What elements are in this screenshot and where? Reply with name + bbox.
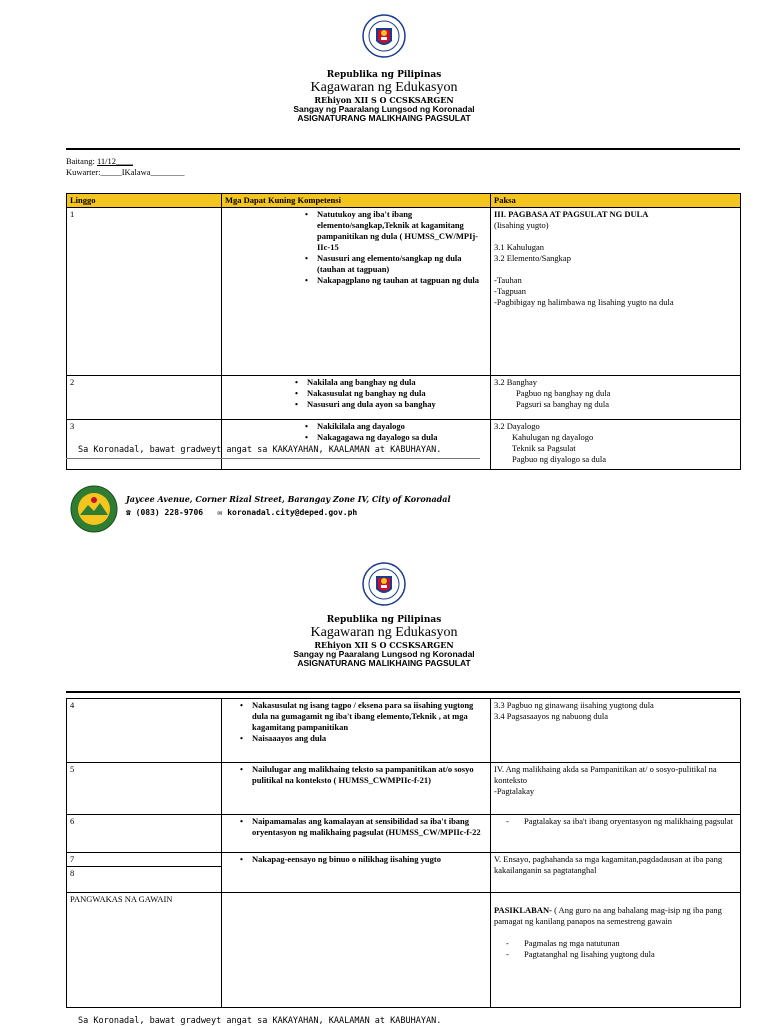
header-rule bbox=[66, 148, 740, 150]
table-header-row bbox=[67, 194, 741, 208]
topic-line: 3.3 Pagbuo ng ginawang iisahing yugtong dula bbox=[494, 700, 654, 710]
grade-line bbox=[66, 156, 133, 167]
topic-line: Pagbuo ng banghay ng dula bbox=[516, 388, 611, 398]
koronadal-city-seal-logo bbox=[70, 485, 118, 533]
competency-item: • Nakasusulat ng isang tagpo / eksena para sa iisahing yugtong dula na gumagamit ng iba't ibang elemento,Teknik , at mga kagamitang pampanitikan bbox=[240, 700, 487, 733]
competency-item: • Naisaaayos ang dula bbox=[240, 733, 487, 744]
topic-cell bbox=[491, 893, 741, 1008]
region-line: REhiyon XII S O CCSKSARGEN bbox=[314, 94, 454, 105]
topic-cell bbox=[491, 763, 741, 815]
table-row bbox=[67, 208, 741, 376]
week-cell: 6 bbox=[67, 815, 222, 853]
table-row bbox=[67, 815, 741, 853]
competency-cell bbox=[222, 699, 491, 763]
competency-item: • Nasusuri ang elemento/sangkap ng dula (tauhan at tagpuan) bbox=[305, 253, 487, 275]
deped-seal-logo bbox=[362, 14, 406, 58]
competency-item: • Natutukoy ang iba't ibang elemento/sangkap,Teknik at kagamitang pampanitikan ng dula ( HUMSS_CW/MPIj-IIc-15 bbox=[305, 209, 487, 253]
week-cell: 2 bbox=[67, 376, 222, 420]
footer-motto: Sa Koronadal, bawat gradweyt angat sa KAKAYAHAN, KAALAMAN at KABUHAYAN. bbox=[78, 445, 442, 455]
topic-line: Pagsuri sa banghay ng dula bbox=[516, 399, 610, 409]
topic-dash-item: - Pagtalakay sa iba't ibang oryentasyon ng malikhaing pagsulat bbox=[506, 816, 737, 827]
topic-text: ( Ang guro na ang bahalang mag-isip ng iba pang pamagat ng kanilang panapos na semestreng gawain bbox=[494, 905, 722, 926]
document-header bbox=[0, 615, 768, 669]
topic-line: 3.2 Banghay bbox=[494, 377, 537, 387]
grade-label: Baitang: bbox=[66, 156, 97, 166]
quarter-line bbox=[66, 167, 185, 178]
grade-value: 11/12____ bbox=[96, 156, 133, 166]
topic-cell bbox=[491, 420, 741, 470]
competency-cell bbox=[222, 376, 491, 420]
week-cell: PANGWAKAS NA GAWAIN bbox=[67, 893, 222, 1008]
deped-seal-logo bbox=[362, 562, 406, 606]
table-row bbox=[67, 376, 741, 420]
competency-table-page2 bbox=[66, 698, 741, 1008]
republic-line: Republika ng Pilipinas bbox=[326, 70, 442, 80]
topic-line: V. Ensayo, paghahanda sa mga kagamitan,pagdadausan at iba pang kakailanganin sa pagtatanghal bbox=[494, 854, 723, 875]
quarter-label: Kuwarter: bbox=[66, 167, 101, 177]
document-header bbox=[0, 70, 768, 124]
footer-address: Jaycee Avenue, Corner Rizal Street, Barangay Zone IV, City of Koronadal bbox=[126, 494, 451, 504]
week-cell: 4 bbox=[67, 699, 222, 763]
topic-line: 3.4 Pagsasaayos ng nabuong dula bbox=[494, 711, 609, 721]
topic-line: 3.1 Kahulugan bbox=[494, 242, 545, 252]
week-cell bbox=[67, 853, 222, 893]
subject-line: ASIGNATURANG MALIKHAING PAGSULAT bbox=[297, 113, 471, 124]
topic-line: -Pagbibigay ng halimbawa ng Iisahing yugto na dula bbox=[494, 297, 674, 307]
competency-item: • Nakilala ang banghay ng dula bbox=[295, 377, 487, 388]
topic-line: (Iisahing yugto) bbox=[494, 220, 549, 230]
competency-item: • Nakagagawa ng dayalogo sa dula bbox=[305, 432, 487, 443]
topic-bold-label: PASIKLABAN- bbox=[494, 905, 552, 915]
topic-line: Pagbuo ng diyalogo sa dula bbox=[512, 454, 606, 464]
topic-line: IV. Ang malikhaing akda sa Pampanitikan at/ o sosyo-pulitikal na konteksto bbox=[494, 764, 717, 785]
topic-cell bbox=[491, 208, 741, 376]
competency-item: • Nailulugar ang malikhaing teksto sa pampanitikan at/o sosyo pulitikal na konteksto ( HUMSS_CWMPIIc-f-21) bbox=[240, 764, 487, 786]
competency-cell bbox=[222, 853, 491, 893]
region-line: REhiyon XII S O CCSKSARGEN bbox=[314, 639, 454, 650]
week-number: 7 bbox=[67, 853, 221, 867]
topic-line: Teknik sa Pagsulat bbox=[512, 443, 576, 453]
week-cell: 3 bbox=[67, 420, 222, 470]
phone-icon: ☎ bbox=[126, 508, 131, 517]
email-icon: ✉ bbox=[217, 508, 223, 517]
competency-cell bbox=[222, 893, 491, 1008]
topic-dash-item: - Pagtatanghal ng Iisahing yugtong dula bbox=[506, 949, 737, 960]
footer-phone: (083) 228-9706 bbox=[135, 508, 204, 517]
competency-item: • Nakasusulat ng banghay ng dula bbox=[295, 388, 487, 399]
week-cell: 5 bbox=[67, 763, 222, 815]
footer-motto: Sa Koronadal, bawat gradweyt angat sa KAKAYAHAN, KAALAMAN at KABUHAYAN. bbox=[78, 1016, 442, 1026]
topic-cell bbox=[491, 853, 741, 893]
footer-rule bbox=[66, 458, 480, 459]
topic-cell bbox=[491, 376, 741, 420]
competency-item: • Nakapag-eensayo ng binuo o nilikhag iisahing yugto bbox=[240, 854, 487, 865]
topic-line: -Pagtalakay bbox=[494, 786, 535, 796]
topic-line: -Tauhan bbox=[494, 275, 522, 285]
topic-title: III. PAGBASA AT PAGSULAT NG DULA bbox=[494, 209, 649, 219]
footer-contact bbox=[126, 508, 357, 517]
competency-item: • Nasusuri ang dula ayon sa banghay bbox=[295, 399, 487, 410]
competency-item: • Nakapagplano ng tauhan at tagpuan ng dula bbox=[305, 275, 487, 286]
table-row bbox=[67, 763, 741, 815]
quarter-value: _____IKalawa________ bbox=[100, 167, 185, 177]
topic-cell bbox=[491, 699, 741, 763]
week-cell: 1 bbox=[67, 208, 222, 376]
header-competency: Mga Dapat Kuning Kompetensi bbox=[222, 194, 491, 208]
header-week: Linggo bbox=[67, 194, 222, 208]
header-topic: Paksa bbox=[491, 194, 741, 208]
topic-paragraph bbox=[494, 905, 737, 927]
competency-cell bbox=[222, 815, 491, 853]
table-row bbox=[67, 893, 741, 1008]
topic-line: Kahulugan ng dayalogo bbox=[512, 432, 594, 442]
competency-table-page1 bbox=[66, 193, 741, 470]
department-name: Kagawaran ng Edukasyon bbox=[310, 625, 458, 641]
topic-line: -Tagpuan bbox=[494, 286, 526, 296]
footer-email: koronadal.city@deped.gov.ph bbox=[227, 508, 358, 517]
topic-cell bbox=[491, 815, 741, 853]
table-row bbox=[67, 699, 741, 763]
department-name: Kagawaran ng Edukasyon bbox=[310, 80, 458, 96]
header-rule bbox=[66, 691, 740, 693]
competency-item: • Nakikilala ang dayalogo bbox=[305, 421, 487, 432]
competency-cell bbox=[222, 208, 491, 376]
division-line: Sangay ng Paaralang Lungsod ng Koronadal bbox=[293, 648, 475, 659]
topic-dash-item: - Pagmalas ng mga natutunan bbox=[506, 938, 737, 949]
topic-line: 3.2 Elemento/Sangkap bbox=[494, 253, 571, 263]
table-row bbox=[67, 853, 741, 893]
subject-line: ASIGNATURANG MALIKHAING PAGSULAT bbox=[297, 658, 471, 669]
week-number: 8 bbox=[70, 868, 75, 878]
competency-cell bbox=[222, 763, 491, 815]
topic-line: 3.2 Dayalogo bbox=[494, 421, 540, 431]
division-line: Sangay ng Paaralang Lungsod ng Koronadal bbox=[293, 103, 475, 114]
competency-item: • Naipamamalas ang kamalayan at sensibilidad sa iba't ibang oryentasyon ng malikhaing pagsulat (HUMSS_CW/MPIIc-f-22 bbox=[240, 816, 487, 838]
republic-line: Republika ng Pilipinas bbox=[326, 615, 442, 625]
